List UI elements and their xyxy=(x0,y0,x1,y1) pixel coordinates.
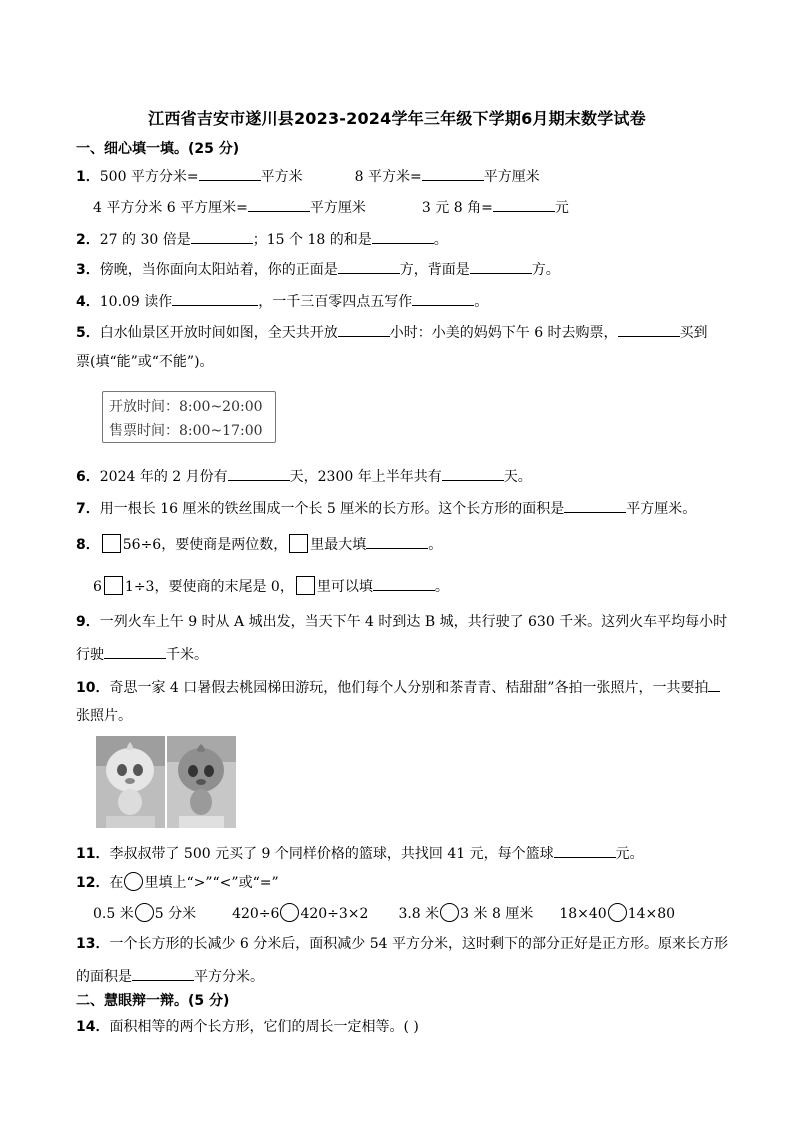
q13-text-line2b: 平方分米。 xyxy=(194,969,264,985)
digit-box[interactable] xyxy=(102,534,121,553)
comparison-circle[interactable] xyxy=(280,903,299,922)
q2-text-c: 。 xyxy=(433,232,448,248)
q13-text-line2a: 的面积是 xyxy=(76,969,132,985)
q9-text-line2a: 行驶 xyxy=(76,647,104,663)
answer-blank[interactable] xyxy=(199,165,261,181)
question-number: 11． xyxy=(76,846,110,862)
q11-text-b: 元。 xyxy=(615,846,644,862)
answer-blank[interactable] xyxy=(422,165,484,181)
question-3 xyxy=(76,258,560,280)
q5-text-c: 买到 xyxy=(679,325,708,341)
question-5-line-2: 票(填“能”或“不能”)。 xyxy=(76,354,214,370)
q13-text-a: 一个长方形的长减少 6 分米后，面积减少 54 平方分米，这时剩下的部分正好是正方形。原来长方形 xyxy=(109,936,729,952)
answer-blank[interactable] xyxy=(172,290,258,306)
answer-blank[interactable] xyxy=(338,321,390,337)
comparison-circle[interactable] xyxy=(440,903,459,922)
q14-text-a: 面积相等的两个长方形，它们的周长一定相等。( ) xyxy=(109,1019,419,1035)
q12-item2-right: 420÷3×2 xyxy=(300,906,369,922)
q1-text-b1: 8 平方米= xyxy=(354,169,422,185)
answer-blank[interactable] xyxy=(338,258,400,274)
q12-item4-right: 14×80 xyxy=(627,906,676,922)
q5-text-b: 小时：小美的妈妈下午 6 时去购票， xyxy=(389,325,618,341)
opening-time: 开放时间：8:00~20:00 xyxy=(109,399,263,415)
exam-title: 江西省吉安市遂川县2023-2024学年三年级下学期6月期末数学试卷 xyxy=(148,109,646,128)
answer-blank[interactable] xyxy=(554,842,616,858)
question-13-line-2 xyxy=(76,965,264,987)
answer-blank[interactable] xyxy=(708,676,720,692)
question-number: 4． xyxy=(76,294,100,310)
q8-text-l2b: 1÷3，要使商的末尾是 0， xyxy=(124,579,294,595)
q2-text-b: ；15 个 18 的和是 xyxy=(252,232,372,248)
q3-text-a: 傍晚，当你面向太阳站着，你的正面是 xyxy=(99,262,338,278)
q12-text-a: 在 xyxy=(109,875,124,891)
question-8-line-1 xyxy=(76,533,442,555)
q12-item2-left: 420÷6 xyxy=(232,906,280,922)
comparison-circle[interactable] xyxy=(608,903,627,922)
answer-blank[interactable] xyxy=(442,465,504,481)
q1-text-c1: 4 平方分米 6 平方厘米= xyxy=(93,200,248,216)
answer-blank[interactable] xyxy=(412,290,474,306)
q7-text-b: 平方厘米。 xyxy=(626,501,697,517)
q6-text-b: 天，2300 年上半年共有 xyxy=(289,469,442,485)
answer-blank[interactable] xyxy=(191,228,253,244)
q12-item4-left: 18×40 xyxy=(559,906,607,922)
digit-box[interactable] xyxy=(296,576,315,595)
answer-blank[interactable] xyxy=(373,575,435,591)
answer-blank[interactable] xyxy=(564,497,626,513)
question-number: 7． xyxy=(76,501,100,517)
q3-text-b: 方，背面是 xyxy=(399,262,470,278)
q3-text-c: 方。 xyxy=(531,262,560,278)
comparison-circle xyxy=(124,872,143,891)
question-1-line-1 xyxy=(76,165,540,187)
question-10-line-2: 张照片。 xyxy=(76,708,132,724)
q9-text-a: 一列火车上午 9 时从 A 城出发，当天下午 4 时到达 B 城，共行驶了 630 千米。这列火车平均每小时 xyxy=(99,614,728,630)
q6-text-c: 天。 xyxy=(503,469,532,485)
answer-blank[interactable] xyxy=(470,258,532,274)
q12-text-b: 里填上“>”“<”或“=” xyxy=(144,875,279,891)
question-number: 12． xyxy=(76,875,110,891)
question-number: 3． xyxy=(76,262,100,278)
q1-text-d1: 3 元 8 角= xyxy=(421,200,493,216)
q12-item1-left: 0.5 米 xyxy=(93,906,134,922)
question-number: 5． xyxy=(76,325,100,341)
q1-text-a2: 平方米 xyxy=(260,169,303,185)
answer-blank[interactable] xyxy=(104,643,166,659)
q1-text-a1: 500 平方分米= xyxy=(99,169,199,185)
answer-blank[interactable] xyxy=(366,533,428,549)
q4-text-a: 10.09 读作 xyxy=(99,294,173,310)
q6-text-a: 2024 年的 2 月份有 xyxy=(99,469,228,485)
question-1-line-2 xyxy=(93,196,569,218)
question-2 xyxy=(76,228,448,250)
question-10-line-1 xyxy=(76,676,720,698)
question-12-line-2 xyxy=(93,903,675,924)
digit-box[interactable] xyxy=(104,576,123,595)
question-number: 9． xyxy=(76,614,100,630)
section-1-heading: 一、细心填一填。(25 分) xyxy=(76,141,240,157)
q8-text-c: 。 xyxy=(428,537,443,553)
q7-text-a: 用一根长 16 厘米的铁丝围成一个长 5 厘米的长方形。这个长方形的面积是 xyxy=(99,501,565,517)
question-11 xyxy=(76,842,644,864)
q8-text-l2c: 里可以填 xyxy=(316,579,373,595)
q12-item3-left: 3.8 米 xyxy=(398,906,440,922)
q8-text-b: 里最大填 xyxy=(310,537,367,553)
answer-blank[interactable] xyxy=(618,321,680,337)
answer-blank[interactable] xyxy=(248,196,310,212)
question-4 xyxy=(76,290,488,312)
q8-text-a: 56÷6，要使商是两位数， xyxy=(122,537,288,553)
answer-blank[interactable] xyxy=(493,196,555,212)
q5-text-a: 白水仙景区开放时间如图，全天共开放 xyxy=(99,325,338,341)
digit-box[interactable] xyxy=(289,534,308,553)
question-number: 1． xyxy=(76,169,100,185)
q8-text-l2a: 6 xyxy=(93,579,102,595)
q12-item1-right: 5 分米 xyxy=(154,906,197,922)
q12-item3-right: 3 米 8 厘米 xyxy=(460,906,534,922)
answer-blank[interactable] xyxy=(132,965,194,981)
question-number: 10． xyxy=(76,680,110,696)
question-14 xyxy=(76,1017,419,1037)
q4-text-b: ，一千三百零四点五写作 xyxy=(258,294,413,310)
q4-text-c: 。 xyxy=(474,294,489,310)
q9-text-line2b: 千米。 xyxy=(166,647,208,663)
question-13-line-1 xyxy=(76,934,728,954)
question-8-line-2 xyxy=(93,575,449,597)
answer-blank[interactable] xyxy=(372,228,434,244)
q10-text-a: 奇思一家 4 口暑假去桃园梯田游玩，他们每个人分别和茶青青、桔甜甜”各拍一张照片，一共要拍 xyxy=(109,680,709,696)
ticket-sale-time: 售票时间：8:00~17:00 xyxy=(109,423,263,439)
question-number: 13． xyxy=(76,936,110,952)
q2-text-a: 27 的 30 倍是 xyxy=(99,232,191,248)
mascot-photo-1 xyxy=(96,736,165,828)
question-9-line-2 xyxy=(76,643,208,665)
question-12-line-1 xyxy=(76,872,279,893)
question-number: 14． xyxy=(76,1019,110,1035)
mascot-photo-2 xyxy=(167,736,236,828)
q8-text-l2d: 。 xyxy=(434,579,449,595)
question-6 xyxy=(76,465,532,487)
comparison-circle[interactable] xyxy=(135,903,154,922)
q1-text-c2: 平方厘米 xyxy=(309,200,366,216)
section-2-heading: 二、慧眼辩一辩。(5 分) xyxy=(76,993,230,1009)
question-5-line-1 xyxy=(76,321,708,343)
question-number: 8． xyxy=(76,537,100,553)
answer-blank[interactable] xyxy=(228,465,290,481)
question-number: 6． xyxy=(76,469,100,485)
q11-text-a: 李叔叔带了 500 元买了 9 个同样价格的篮球，共找回 41 元，每个篮球 xyxy=(109,846,554,862)
q1-text-d2: 元 xyxy=(554,200,569,216)
question-7 xyxy=(76,497,696,519)
opening-hours-box xyxy=(102,391,276,443)
question-9-line-1 xyxy=(76,612,727,632)
q1-text-b2: 平方厘米 xyxy=(483,169,540,185)
question-number: 2． xyxy=(76,232,100,248)
